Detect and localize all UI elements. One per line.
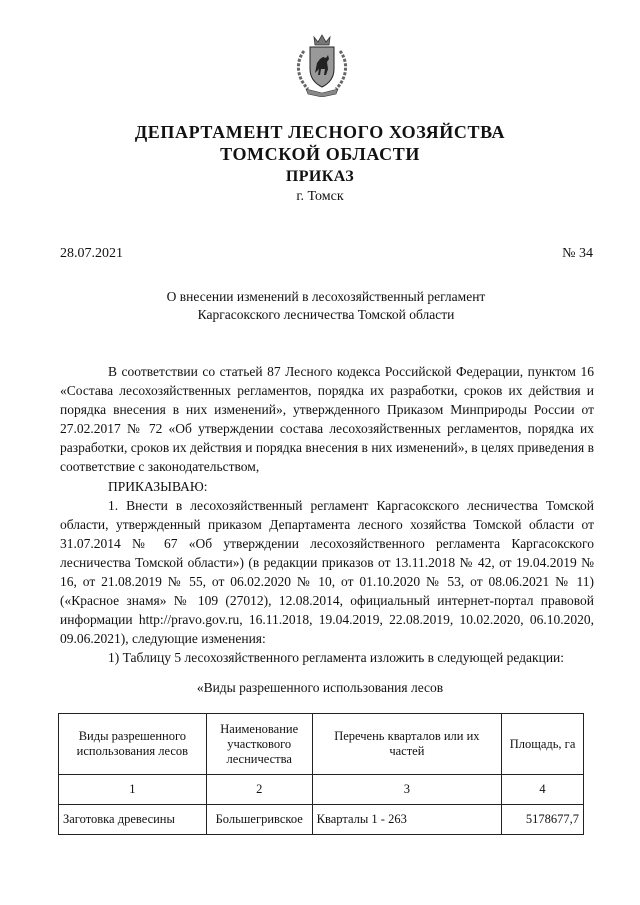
table-header-cell: Наименование участкового лесничества: [206, 714, 312, 775]
table-cell: Кварталы 1 - 263: [312, 805, 501, 835]
city: г. Томск: [296, 189, 344, 204]
table-header-cell: Перечень кварталов или их частей: [312, 714, 501, 775]
table-header-row: [59, 714, 584, 775]
document-date: 28.07.2021: [60, 246, 123, 261]
column-number-cell: 4: [502, 775, 584, 805]
table-cell: Заготовка древесины: [59, 805, 207, 835]
column-number-cell: 3: [312, 775, 501, 805]
subject-line2: Каргасокского лесничества Томской области: [197, 307, 455, 322]
table-row: [59, 805, 584, 835]
column-number-cell: 1: [59, 775, 207, 805]
table-cell: 5178677,7: [502, 805, 584, 835]
order-word: ПРИКАЗЫВАЮ:: [108, 478, 208, 494]
table-title: «Виды разрешенного использования лесов: [196, 680, 444, 695]
table-cell: Большегривское: [206, 805, 312, 835]
department-title-line1: ДЕПАРТАМЕНТ ЛЕСНОГО ХОЗЯЙСТВА: [134, 122, 506, 142]
body-paragraph: 1. Внести в лесохозяйственный регламент Каргасокского лесничества Томской области, утвержденный приказом Департамента лесного хозяйства Томской области от 31.07.2014 № 67 «Об утверждении лесохозяйственного регламента Каргасокского лесничества Томской области») (в редакции приказов от 13.11.2018 № 42, от 19.04.2019 № 16, от 21.08.2019 № 55, от 06.02.2020 № 10, от 01.10.2020 № 53, от 08.06.2021 № 11) («Красное знамя» № 109 (27012), 12.08.2014, официальный интернет-портал правовой информации http://pravo.gov.ru, 16.11.2018, 19.04.2019, 22.08.2019, 10.02.2020, 06.10.2020, 09.06.2021), следующие изменения:: [60, 497, 594, 647]
forest-use-table: [58, 713, 584, 835]
subject-line1: О внесении изменений в лесохозяйственный регламент: [166, 289, 486, 304]
table-header-cell: Площадь, га: [502, 714, 584, 775]
coat-of-arms-emblem: [292, 33, 352, 97]
body-paragraph: 1) Таблицу 5 лесохозяйственного регламента изложить в следующей редакции:: [108, 650, 565, 666]
department-title-line2: ТОМСКОЙ ОБЛАСТИ: [220, 144, 420, 164]
document-type: ПРИКАЗ: [285, 168, 355, 185]
column-number-cell: 2: [206, 775, 312, 805]
document-body: [60, 362, 594, 668]
body-paragraph: В соответствии со статьей 87 Лесного кодекса Российской Федерации, пунктом 16 «Состава лесохозяйственных регламентов, порядка их разработки, сроков их действия и порядка внесения в них изменений», утвержденного Приказом Минприроды России от 27.02.2017 № 72 «Об утверждении состава лесохозяйственных регламентов, порядка их разработки, сроков их действия и порядка внесения в них изменений», в целях приведения в соответствие с законодательством,: [60, 364, 594, 475]
table-header-cell: Виды разрешенного использования лесов: [59, 714, 207, 775]
document-number: № 34: [562, 246, 593, 261]
column-number-row: [59, 775, 584, 805]
